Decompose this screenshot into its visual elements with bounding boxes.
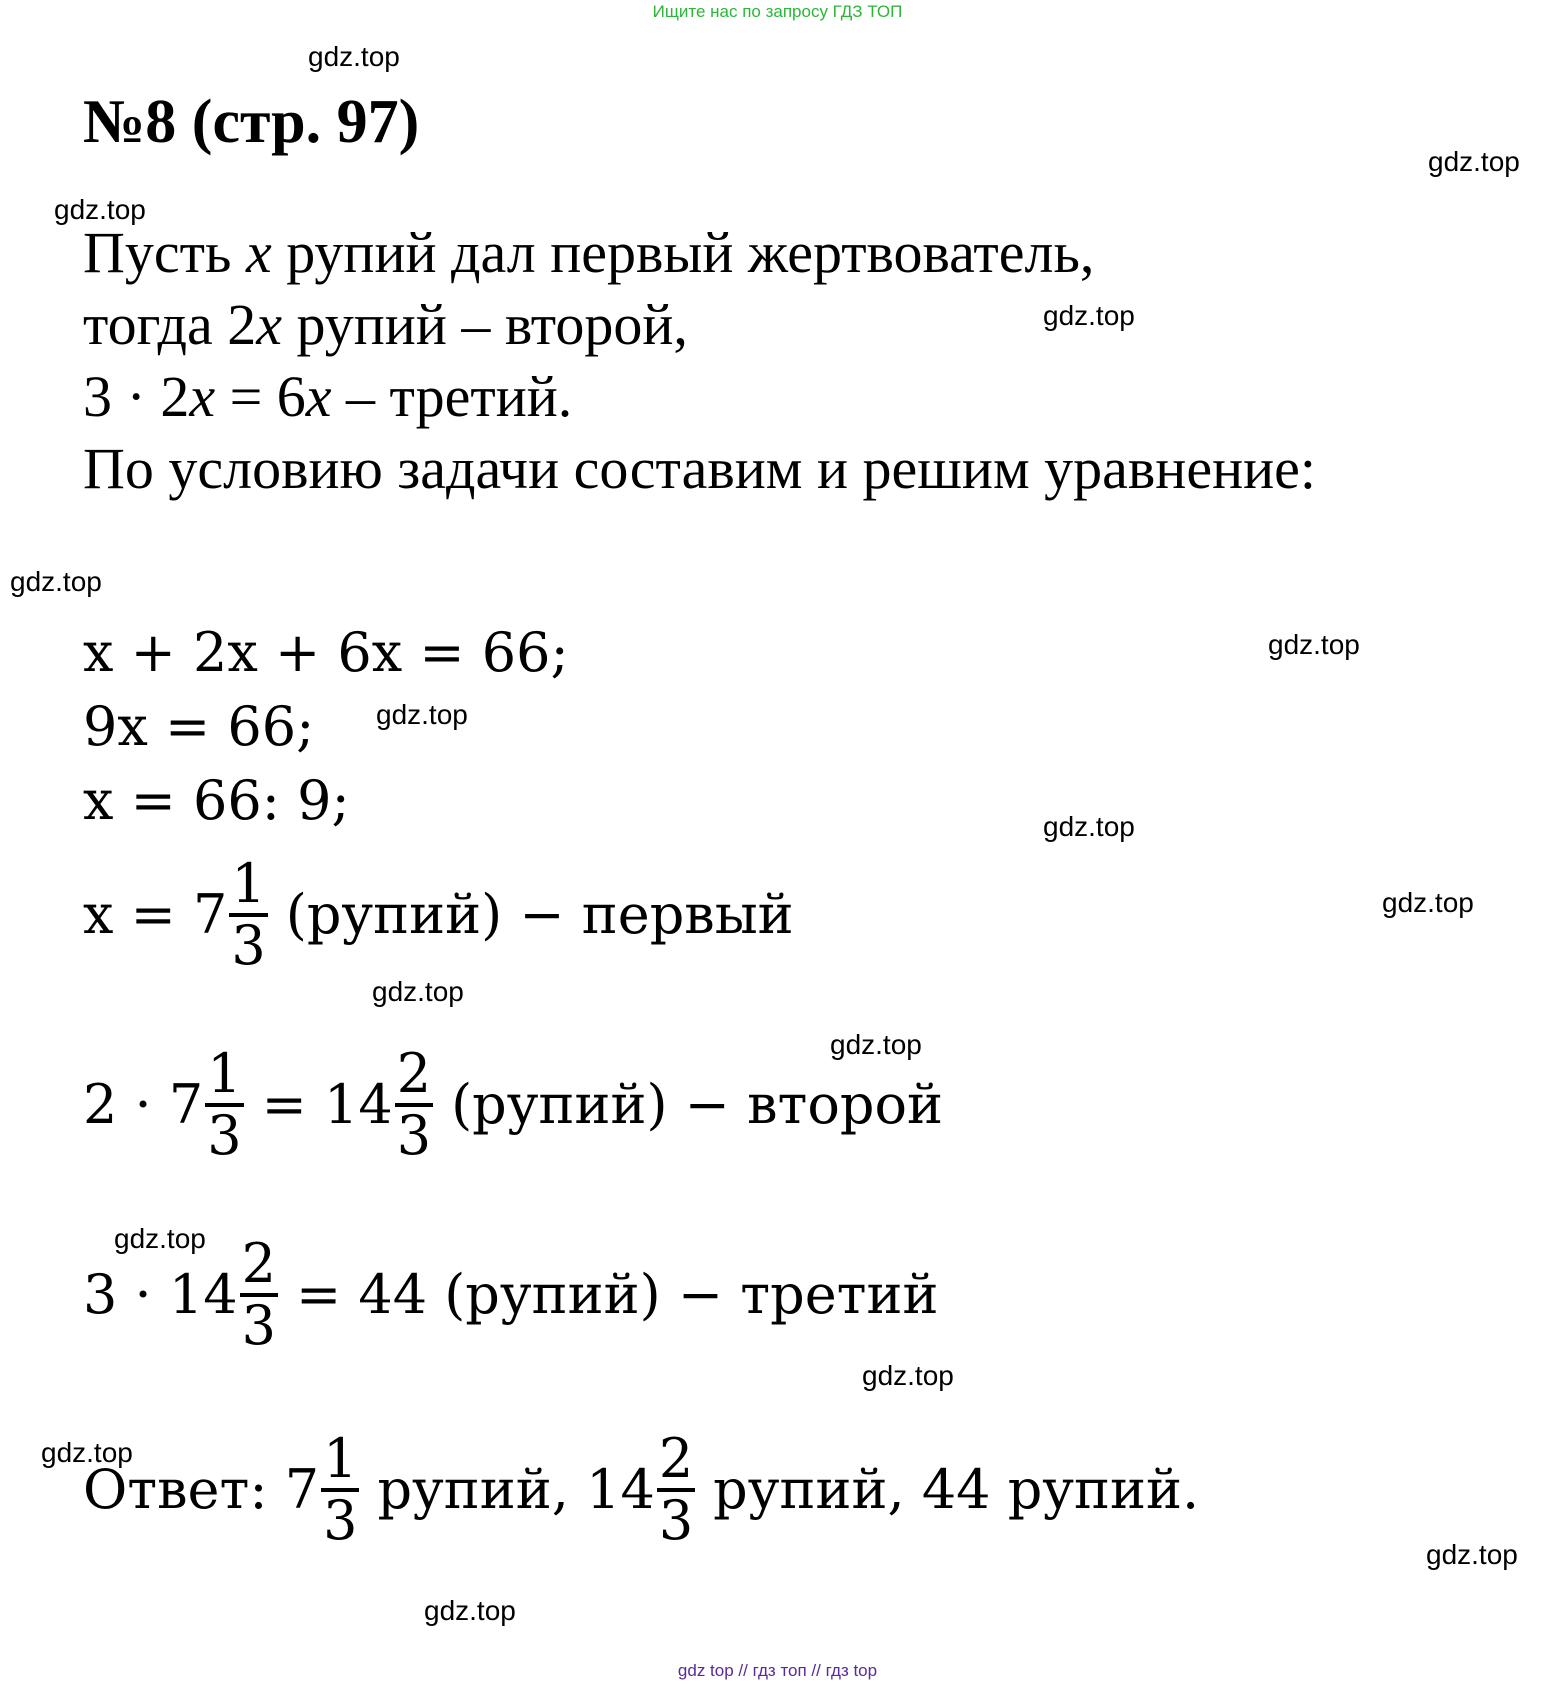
text-line-4: По условию задачи составим и решим уравнение: <box>83 436 1317 501</box>
eq6-prefix: 3 · 14 <box>83 1263 238 1326</box>
text-line-2: тогда 2x рупий – второй, <box>83 292 688 357</box>
watermark: gdz.top <box>424 1595 516 1626</box>
fraction-denominator: 3 <box>396 1104 432 1167</box>
fraction <box>657 1427 695 1552</box>
footer-watermark: gdz top // гдз топ // гдз top <box>677 1661 878 1680</box>
watermark: gdz.top <box>862 1360 954 1391</box>
watermark: gdz.top <box>54 194 146 225</box>
fraction-numerator: 1 <box>323 1427 358 1490</box>
eq5-suffix: (рупий) − второй <box>451 1073 943 1136</box>
equation-2: 9x = 66; <box>83 695 315 758</box>
fraction-numerator: 1 <box>207 1042 242 1105</box>
eq4-prefix: x = 7 <box>83 883 228 946</box>
watermark: gdz.top <box>1043 811 1135 842</box>
fraction-numerator: 1 <box>231 852 266 915</box>
watermark: gdz.top <box>1043 300 1135 331</box>
watermark: gdz.top <box>1268 629 1360 660</box>
text-line-3: 3 · 2x = 6x – третий. <box>83 364 573 429</box>
fraction-numerator: 2 <box>658 1427 694 1490</box>
text-line-1: Пусть x рупий дал первый жертвователь, <box>83 220 1095 285</box>
answer-mid: рупий, 14 <box>377 1458 655 1521</box>
fraction <box>395 1042 433 1167</box>
equation-6 <box>83 1232 939 1357</box>
fraction <box>205 1042 243 1167</box>
equation-3: x = 66: 9; <box>83 769 350 832</box>
search-banner: Ищите нас по запросу ГДЗ ТОП <box>652 2 903 21</box>
fraction-denominator: 3 <box>658 1489 694 1552</box>
fraction-denominator: 3 <box>241 1294 276 1357</box>
watermark: gdz.top <box>376 699 468 730</box>
fraction-denominator: 3 <box>323 1489 358 1552</box>
watermark: gdz.top <box>114 1223 206 1254</box>
watermark: gdz.top <box>308 41 400 72</box>
eq5-mid: = 14 <box>261 1073 393 1136</box>
watermark: gdz.top <box>41 1437 133 1468</box>
watermark: gdz.top <box>1426 1539 1518 1570</box>
fraction-numerator: 2 <box>241 1232 276 1295</box>
watermark: gdz.top <box>372 976 464 1007</box>
eq4-suffix: (рупий) − первый <box>285 883 794 946</box>
fraction-denominator: 3 <box>231 914 266 977</box>
fraction-denominator: 3 <box>207 1104 242 1167</box>
fraction <box>240 1232 278 1357</box>
answer-label: Ответ: 7 <box>83 1458 320 1521</box>
watermark: gdz.top <box>10 566 102 597</box>
answer-line <box>83 1427 1200 1552</box>
watermark: gdz.top <box>830 1029 922 1060</box>
fraction <box>321 1427 359 1552</box>
page-title: №8 (стр. 97) <box>83 88 420 156</box>
equation-4 <box>83 852 794 977</box>
answer-suffix: рупий, 44 рупий. <box>713 1458 1200 1521</box>
eq6-suffix: = 44 (рупий) − третий <box>295 1263 939 1326</box>
watermark: gdz.top <box>1428 146 1520 177</box>
equation-1: x + 2x + 6x = 66; <box>83 621 569 684</box>
fraction <box>229 852 267 977</box>
watermark: gdz.top <box>1382 887 1474 918</box>
eq5-prefix: 2 · 7 <box>83 1073 204 1136</box>
fraction-numerator: 2 <box>396 1042 432 1105</box>
